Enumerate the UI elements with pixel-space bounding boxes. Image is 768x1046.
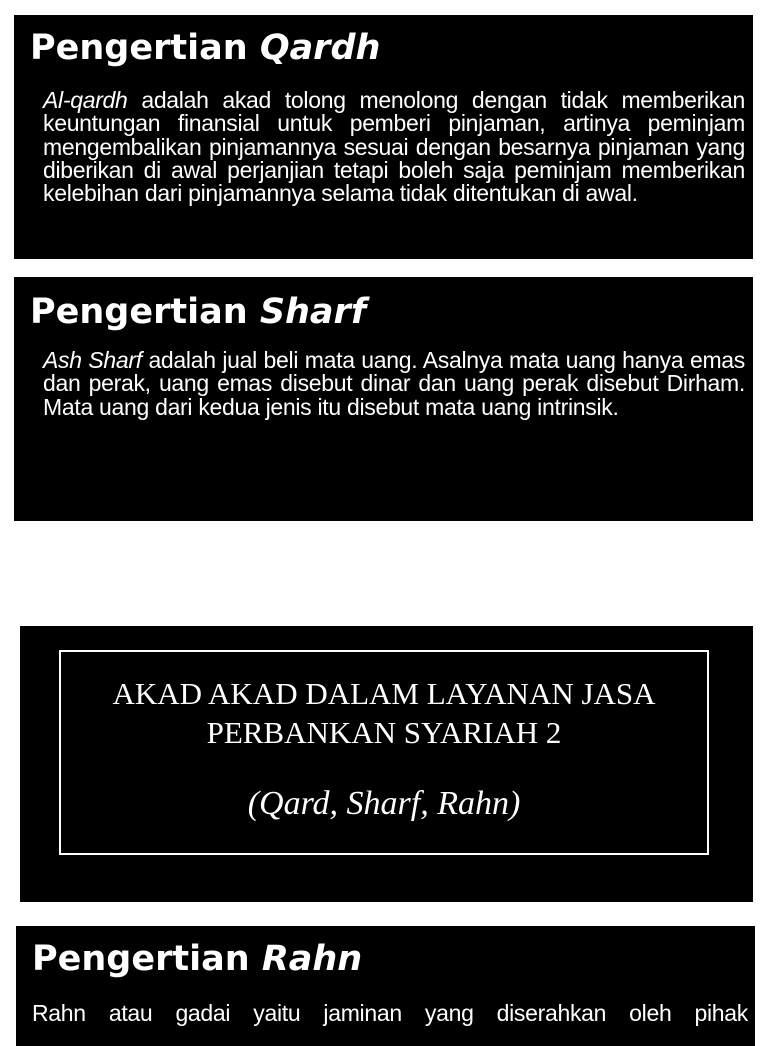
body-term: Ash Sharf — [43, 347, 142, 373]
slide-sharf — [14, 277, 753, 521]
title-frame — [59, 650, 709, 855]
slide-body — [32, 1002, 748, 1025]
deck-title-line2: PERBANKAN SYARIAH 2 — [206, 715, 562, 750]
slide-body — [43, 89, 745, 205]
deck-title — [61, 674, 707, 752]
body-text: adalah akad tolong menolong dengan tidak memberikan keuntungan finansial untuk pemberi pinjaman, artinya peminjam mengembalikan pinjamannya sesuai dengan besarnya pinjaman yang diberikan di awal perjanjian tetapi boleh saja peminjam memberikan kelebihan dari pinjamannya selama tidak ditentukan di awal. — [43, 87, 745, 207]
title-text: Pengertian — [32, 939, 262, 979]
title-term: Qardh — [259, 28, 381, 68]
slide-title — [30, 28, 380, 68]
slide-title-card — [20, 626, 753, 902]
slide-rahn — [16, 926, 755, 1046]
body-term: Al-qardh — [43, 87, 128, 113]
title-text: Pengertian — [30, 292, 260, 332]
body-text: adalah jual beli mata uang. Asalnya mata uang hanya emas dan perak, uang emas disebut dinar dan uang perak disebut Dirham. Mata uang dari kedua jenis itu disebut mata uang intrinsik. — [43, 347, 745, 420]
deck-title-line1: AKAD AKAD DALAM LAYANAN JASA — [112, 676, 656, 711]
title-term: Sharf — [259, 292, 367, 332]
slide-qardh — [14, 15, 753, 259]
slide-title — [32, 939, 362, 979]
title-text: Pengertian — [30, 28, 260, 68]
body-text: Rahn atau gadai yaitu jaminan yang diserahkan oleh pihak — [32, 1000, 748, 1026]
title-term: Rahn — [261, 939, 363, 979]
slide-title — [30, 292, 366, 332]
deck-subtitle: (Qard, Sharf, Rahn) — [247, 785, 521, 822]
slide-body — [43, 349, 745, 419]
